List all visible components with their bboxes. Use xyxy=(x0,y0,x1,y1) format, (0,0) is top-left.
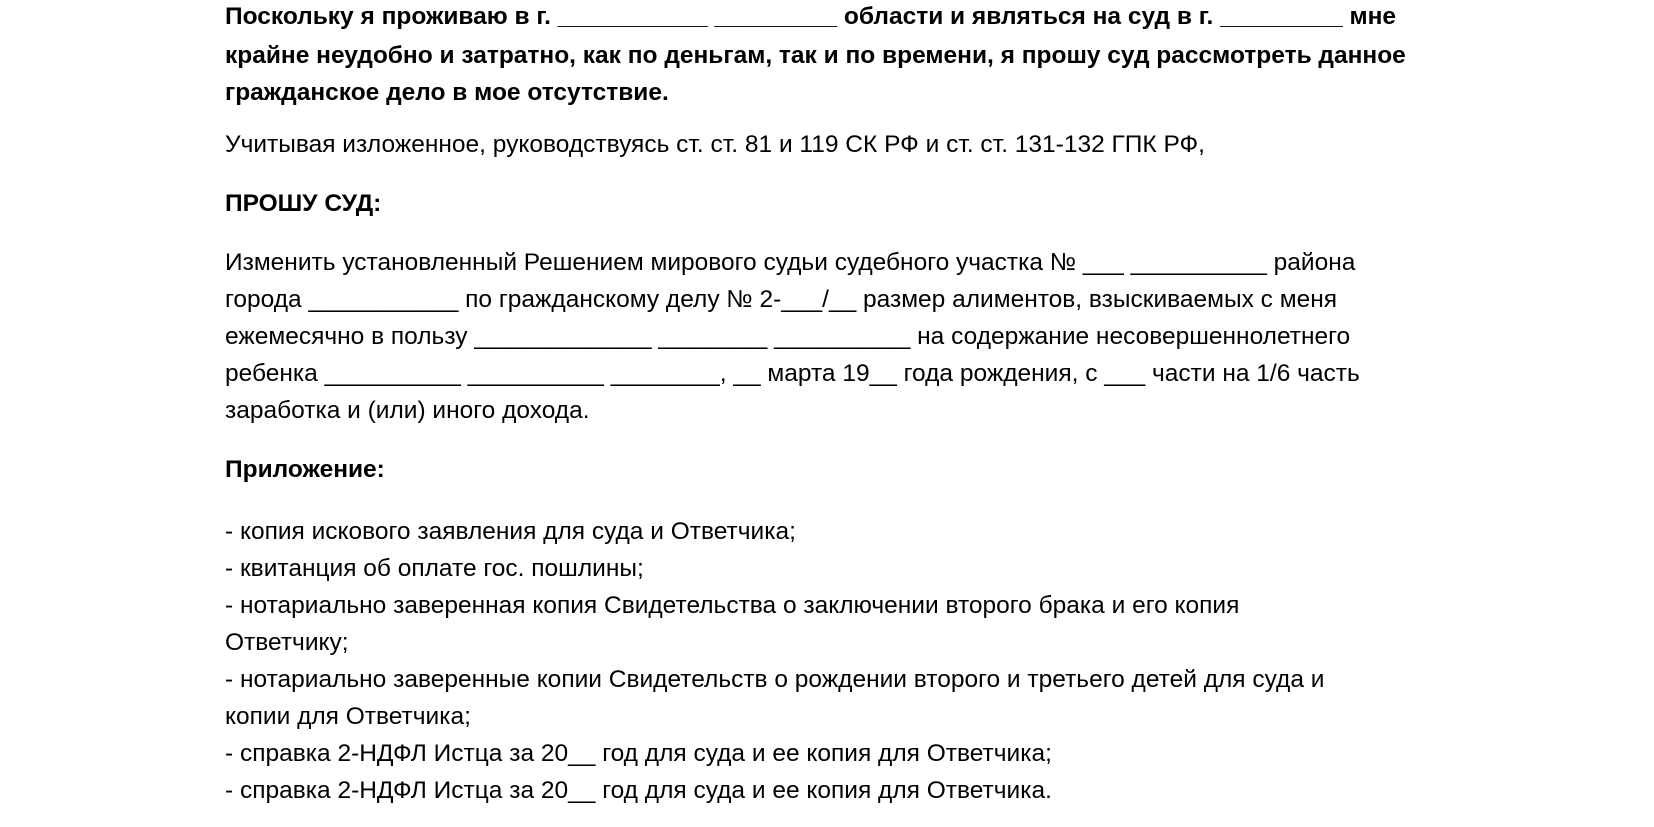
attachment-item: - нотариально заверенные копии Свидетельств о рождении второго и третьего детей для суда и xyxy=(225,666,1325,693)
considering-line: Учитывая изложенное, руководствуясь ст. ст. 81 и 119 СК РФ и ст. ст. 131-132 ГПК РФ, xyxy=(225,131,1205,158)
intro-line-3: гражданское дело в мое отсутствие. xyxy=(225,79,669,106)
attachment-list xyxy=(225,513,1485,809)
document-page xyxy=(225,0,1485,809)
intro-line-1: Поскольку я проживаю в г. ___________ _________ области и являться на суд в г. _________ мне xyxy=(225,3,1397,30)
attachment-item: - справка 2-НДФЛ Истца за 20__ год для суда и ее копия для Ответчика; xyxy=(225,740,1052,767)
attachment-item: - нотариально заверенная копия Свидетельства о заключении второго брака и его копия xyxy=(225,592,1240,619)
request-paragraph xyxy=(225,244,1485,429)
intro-line-2: крайне неудобно и затратно, как по деньгам, так и по времени, я прошу суд рассмотреть данное xyxy=(225,42,1406,69)
request-line-3: ежемесячно в пользу _____________ ________ __________ на содержание несовершеннолетнего xyxy=(225,323,1351,350)
attachment-heading: Приложение: xyxy=(225,456,385,483)
request-line-1: Изменить установленный Решением мирового судьи судебного участка № ___ __________ района xyxy=(225,249,1356,276)
attachment-item: - квитанция об оплате гос. пошлины; xyxy=(225,555,644,582)
attachment-item-cutoff: - справка 2-НДФЛ Истца за 20__ год для суда и ее копия для Ответчика. xyxy=(225,777,1052,804)
attachment-item-continuation: копии для Ответчика; xyxy=(225,703,471,730)
request-line-4: ребенка __________ __________ ________, __ марта 19__ года рождения, с ___ части на 1/6 часть xyxy=(225,360,1360,387)
attachment-item: - копия искового заявления для суда и Ответчика; xyxy=(225,518,796,545)
request-heading: ПРОШУ СУД: xyxy=(225,190,382,217)
intro-paragraph xyxy=(225,0,1485,111)
request-line-5: заработка и (или) иного дохода. xyxy=(225,397,590,424)
request-line-2: города ___________ по гражданскому делу № 2-___/__ размер алиментов, взыскиваемых с меня xyxy=(225,286,1337,313)
attachment-item-continuation: Ответчику; xyxy=(225,629,349,656)
